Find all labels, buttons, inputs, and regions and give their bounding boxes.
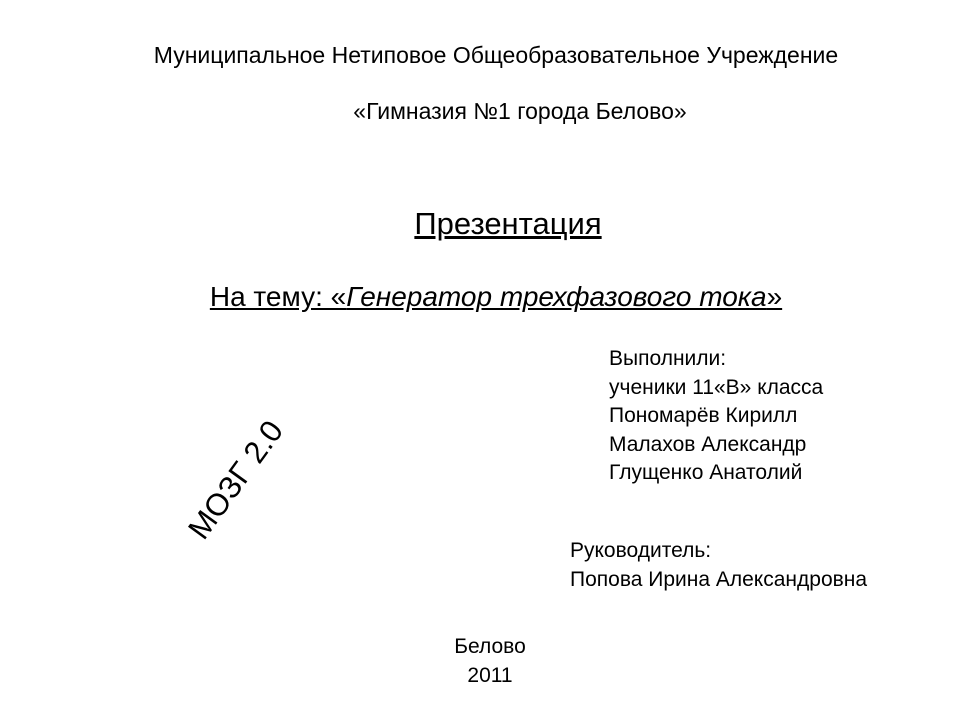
team-label: МОЗГ 2.0: [181, 413, 291, 546]
author-name: Пономарёв Кирилл: [609, 404, 798, 427]
authors-heading: Выполнили:: [609, 347, 727, 370]
presentation-topic: [210, 283, 782, 311]
supervisor-block: [570, 536, 867, 594]
authors-class: ученики 11«В» класса: [609, 375, 824, 399]
footer-block: [454, 632, 526, 690]
topic-suffix: »: [766, 281, 783, 312]
supervisor-name: Попова Ирина Александровна: [570, 568, 868, 591]
footer-city: Белово: [454, 635, 526, 658]
institution-name: Муниципальное Нетиповое Общеобразовательное Учреждение: [153, 42, 839, 68]
topic-name: Генератор трехфазового тока: [346, 281, 767, 312]
author-name: Глущенко Анатолий: [609, 461, 803, 484]
author-name: Малахов Александр: [609, 432, 807, 456]
footer-year: 2011: [467, 664, 513, 687]
school-name: «Гимназия №1 города Белово»: [353, 98, 687, 124]
presentation-title: Презентация: [414, 206, 602, 241]
authors-block: [609, 345, 823, 488]
supervisor-heading: Руководитель:: [570, 539, 712, 562]
topic-prefix: На тему: «: [209, 281, 347, 312]
